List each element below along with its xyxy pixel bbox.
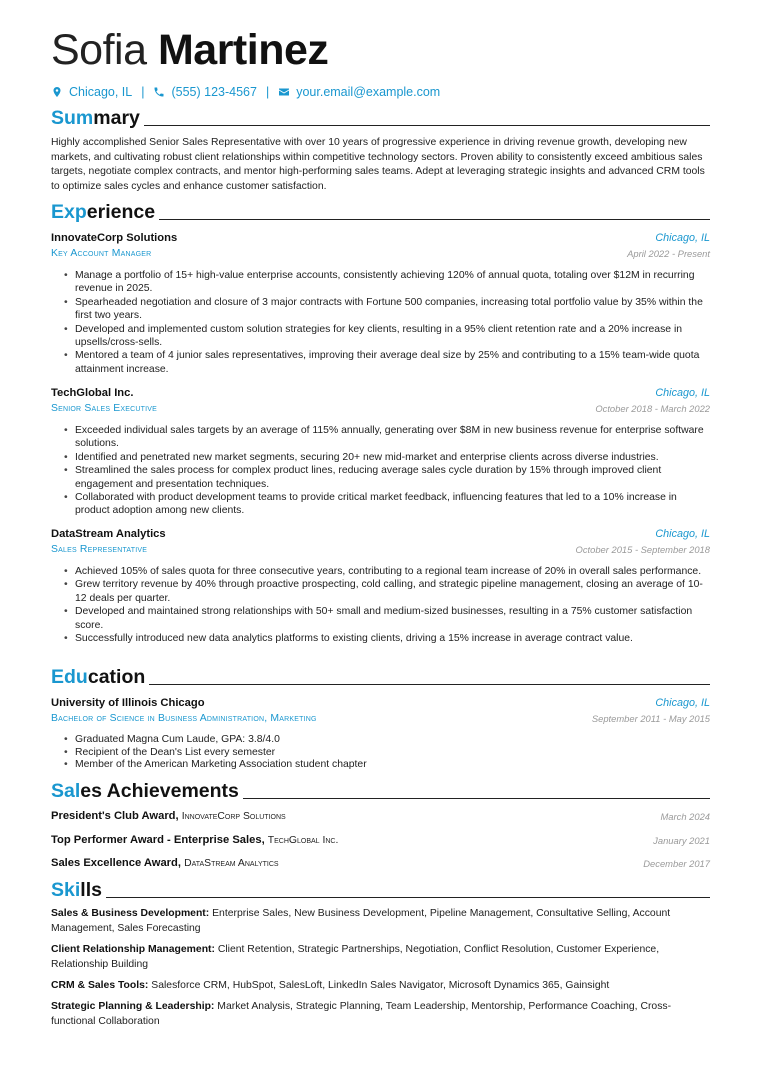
job-location: Chicago, IL	[655, 528, 710, 540]
contact-email[interactable]	[278, 85, 440, 99]
skill-text: Client Retention, Strategic Partnerships, Negotiation, Conflict Resolution, Customer Experience, Relationship Building	[51, 944, 660, 970]
section-header-experience	[51, 201, 710, 223]
job-bullets	[64, 424, 710, 518]
bullet-item: • Graduated Magna Cum Laude, GPA: 3.8/4.0	[64, 734, 710, 747]
achievement-title: President's Club Award	[51, 810, 176, 822]
job-bullets	[64, 565, 710, 645]
job-role: Key Account Manager	[51, 248, 152, 259]
education-dates: September 2011 - May 2015	[591, 713, 710, 724]
section-header-education	[51, 666, 710, 688]
skill-row	[51, 907, 710, 936]
achievement-org: DataStream Analytics	[184, 858, 279, 869]
achievement-item: Sales Excellence Award, DataStream Analytics December 2017	[51, 857, 710, 869]
skill-label: CRM & Sales Tools:	[51, 980, 149, 991]
company-name: TechGlobal Inc.	[51, 387, 134, 399]
skill-row	[51, 943, 710, 972]
achievement-date: March 2024	[660, 811, 710, 822]
skill-text: Enterprise Sales, New Business Development, Pipeline Management, Consultative Selling, Account Management, Sales Forecasting	[51, 908, 671, 934]
skill-text: Market Analysis, Strategic Planning, Team Leadership, Mentorship, Performance Coaching, Cross-functional Collaboration	[51, 1001, 672, 1027]
education-entry-header	[51, 697, 710, 727]
skill-label: Client Relationship Management:	[51, 944, 215, 955]
bullet-item: • Identified and penetrated new market segments, securing 20+ new mid-market and enterprise clients across diverse industries.	[64, 451, 710, 464]
summary-text: Highly accomplished Senior Sales Representative with over 10 years of progressive experience in driving revenue growth, developing new markets, and cultivating robust client relationships within competitive technology sectors. Proven ability to consistently exceed ambitious sales targets, negotiate complex contracts, and mentor high-performing sales teams. Adept at leveraging strategic insights and advanced CRM tools to optimize sales cycles and enhance customer satisfaction.	[51, 137, 705, 192]
achievement-title: Top Performer Award - Enterprise Sales	[51, 834, 262, 846]
section-title: Education	[51, 666, 146, 688]
section-title: Sales Achievements	[51, 780, 239, 802]
achievement-title: Sales Excellence Award	[51, 857, 178, 869]
degree: Bachelor of Science in Business Administration, Marketing	[51, 713, 317, 724]
skill-label: Sales & Business Development:	[51, 908, 210, 919]
school-location: Chicago, IL	[655, 697, 710, 709]
section-header-skills	[51, 879, 710, 901]
company-name: DataStream Analytics	[51, 528, 166, 540]
section-title: Skills	[51, 879, 102, 901]
section-rule	[243, 798, 710, 799]
section-title: Summary	[51, 107, 140, 129]
achievement-org: TechGlobal Inc.	[267, 835, 339, 846]
section-rule	[144, 125, 710, 126]
email-link[interactable]: your.email@example.com	[296, 85, 441, 99]
bullet-item: • Mentored a team of 4 junior sales representatives, improving their average deal size by 25% and contributing to a 15% team-wide quota attainment increase.	[64, 349, 710, 376]
achievement-date: January 2021	[653, 835, 710, 846]
first-name: Sofia	[51, 26, 147, 74]
skill-row	[51, 1000, 710, 1029]
envelope-icon	[278, 86, 290, 98]
achievement-item: President's Club Award, InnovateCorp Solutions March 2024	[51, 810, 710, 822]
section-rule	[149, 684, 710, 685]
contact-location	[51, 85, 132, 99]
contact-separator: |	[141, 85, 145, 99]
job-dates: October 2015 - September 2018	[575, 544, 710, 555]
bullet-item: • Achieved 105% of sales quota for three consecutive years, contributing to a regional team increase of 20% in overall sales performance.	[64, 565, 710, 578]
job-entry-header	[51, 387, 710, 417]
bullet-item: • Manage a portfolio of 15+ high-value enterprise accounts, consistently achieving 120% of annual quota, totaling over $12M in recurring revenue in 2025.	[64, 269, 710, 296]
section-header-summary	[51, 107, 710, 129]
skill-row	[51, 979, 710, 994]
last-name: Martinez	[157, 26, 329, 74]
bullet-item: • Streamlined the sales process for complex product lines, reducing average sales cycle duration by 15% through improved client engagement and presentation techniques.	[64, 464, 710, 491]
section-header-achievements	[51, 780, 710, 802]
job-role: Sales Representative	[51, 544, 148, 555]
map-pin-icon	[51, 86, 63, 98]
contact-phone[interactable]	[153, 85, 256, 99]
bullet-item: • Successfully introduced new data analytics platforms to existing clients, driving a 15% increase in average contract value.	[64, 632, 710, 645]
candidate-name	[51, 25, 328, 75]
bullet-item: • Exceeded individual sales targets by an average of 115% annually, generating over $8M in new business revenue for enterprise software solutions.	[64, 424, 710, 451]
job-role: Senior Sales Executive	[51, 403, 158, 414]
job-dates: October 2018 - March 2022	[595, 403, 710, 414]
job-location: Chicago, IL	[655, 387, 710, 399]
job-dates: April 2022 - Present	[627, 248, 710, 259]
phone-text: (555) 123-4567	[171, 85, 257, 99]
bullet-item: • Developed and implemented custom solution strategies for key clients, resulting in a 95% client retention rate and a 20% increase in upsells/cross-sells.	[64, 323, 710, 350]
contact-line	[51, 85, 440, 99]
job-bullets	[64, 269, 710, 376]
bullet-item: • Spearheaded negotiation and closure of 3 major contracts with Fortune 500 companies, increasing total portfolio value by 35% within the first two years.	[64, 296, 710, 323]
achievement-item: Top Performer Award - Enterprise Sales, TechGlobal Inc. January 2021	[51, 834, 710, 846]
contact-separator: |	[265, 85, 270, 99]
bullet-item: • Member of the American Marketing Association student chapter	[64, 759, 710, 772]
section-rule	[159, 219, 710, 220]
phone-icon	[153, 86, 165, 98]
achievement-date: December 2017	[643, 858, 710, 869]
job-entry-header	[51, 232, 710, 262]
job-location: Chicago, IL	[655, 232, 710, 244]
bullet-item: • Developed and maintained strong relationships with 50+ small and medium-sized businesses, resulting in a 75% customer satisfaction score.	[64, 605, 710, 632]
bullet-item: • Grew territory revenue by 40% through proactive prospecting, cold calling, and strategic pipeline management, closing an average of 10-12 deals per quarter.	[64, 578, 710, 605]
bullet-item: • Collaborated with product development teams to provide critical market feedback, influencing features that led to a 10% increase in product adoption among new clients.	[64, 491, 710, 518]
skill-text: Salesforce CRM, HubSpot, SalesLoft, LinkedIn Sales Navigator, Microsoft Dynamics 365, Gainsight	[151, 980, 610, 991]
school-name: University of Illinois Chicago	[51, 697, 205, 709]
location-text: Chicago, IL	[69, 85, 133, 99]
achievement-org: InnovateCorp Solutions	[181, 811, 286, 822]
section-rule	[106, 897, 710, 898]
bullet-item: • Recipient of the Dean's List every semester	[64, 747, 710, 760]
company-name: InnovateCorp Solutions	[51, 232, 178, 244]
section-title: Experience	[51, 201, 156, 223]
job-entry-header	[51, 528, 710, 558]
skill-label: Strategic Planning & Leadership:	[51, 1001, 215, 1012]
education-bullets	[64, 734, 710, 772]
